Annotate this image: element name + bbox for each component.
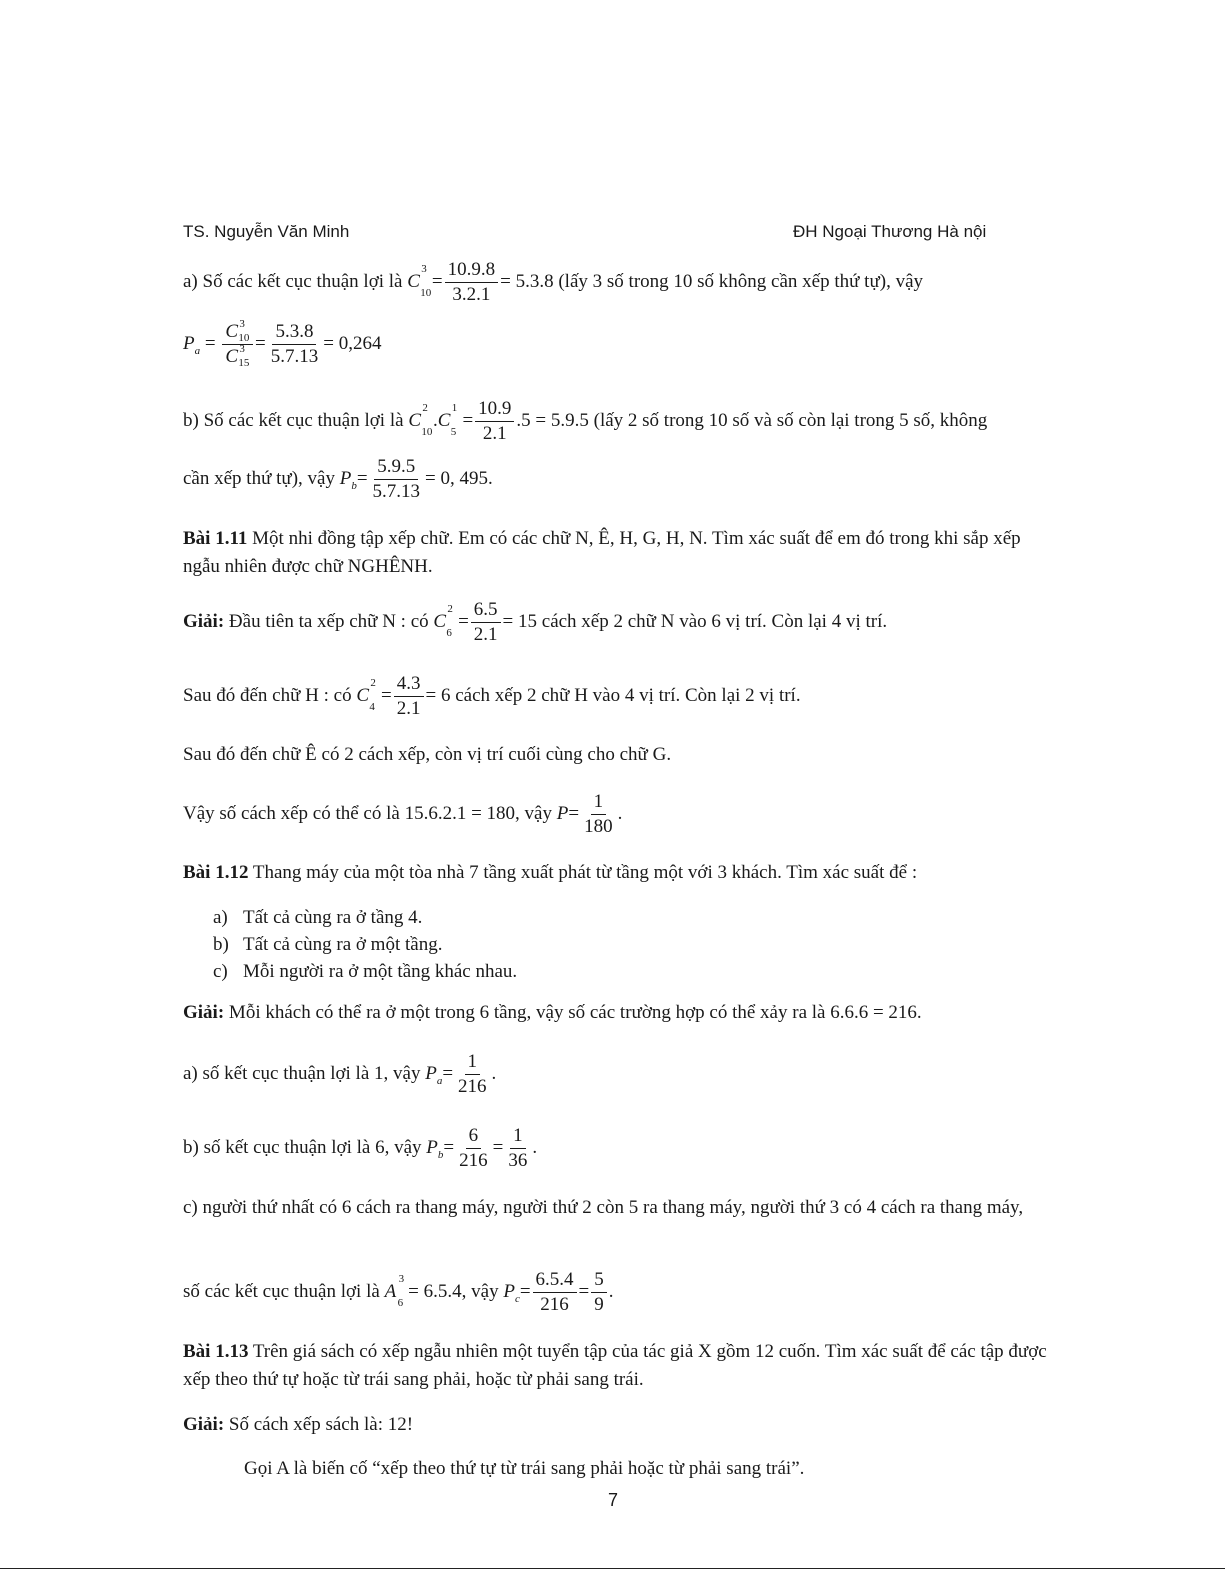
bottom-border <box>0 1568 1225 1569</box>
fraction: $\frac{6.5}{2.1}$ <box>471 598 501 647</box>
sec-a-text2: = 5.3.8 (lấy 3 số trong 10 số không cần xếp thứ tự), vậy <box>500 270 924 292</box>
bai-111-statement: Bài 1.11 Một nhi đồng tập xếp chữ. Em có các chữ N, Ê, H, G, H, N. Tìm xác suất để em đó trong khi sắp xếp ngẫu nhiên được chữ NGHÊNH. <box>183 528 1021 577</box>
giai-label: Giải: <box>183 610 225 632</box>
fraction: $\frac{1}{36}$ <box>508 1125 528 1171</box>
sec-a-line2: $P_a$ = C 3 10 C 3 15 = $\frac{5.3.8}{5.7.13}$ = 0,264 <box>183 318 382 369</box>
fraction: $\frac{5.9.5}{5.7.13}$ <box>372 456 421 502</box>
sec-b-line2: cần xếp thứ tự), vậy $P_b=$ $\frac{5.9.5}{5.7.13}$ = 0, 495. <box>183 456 493 502</box>
giai-label: Giải: <box>183 1414 225 1435</box>
prob-b: $P_b$ <box>339 467 357 492</box>
sec-b-result: = 0, 495. <box>425 467 493 489</box>
prob-a: $P_a$ <box>183 332 201 357</box>
fraction: C 3 10 C 3 15 <box>222 320 253 369</box>
sec-a-text1: a) Số các kết cục thuận lợi là <box>183 270 403 292</box>
fraction: $\frac{1}{216}$ <box>458 1051 487 1097</box>
sec-b-line1: b) Số các kết cục thuận lợi là C 2 10 .C 1 5 = $\frac{10.9}{2.1}$ .5 = 5.9.5 (lấy 2 số trong 10 số và số còn lại trong 5 số, không <box>183 398 988 444</box>
binom-c10-2: C 2 10 <box>408 401 433 438</box>
sec-b-text3: cần xếp thứ tự), vậy <box>183 467 335 489</box>
fraction: $\frac{1}{180}$ <box>584 791 613 837</box>
page-number: 7 <box>608 1490 619 1510</box>
bai-112-title: Bài 1.12 <box>183 862 249 883</box>
binom-c10-3: C 3 10 <box>407 262 432 299</box>
bai-112-b: b) số kết cục thuận lợi là 6, vậy $P_b=$ $\frac{6}{216}$ = $\frac{1}{36}$ . <box>183 1125 538 1171</box>
binom-c5-1: C 1 5 <box>437 401 458 438</box>
bai-111-step2: Sau đó đến chữ H : có C 2 4 = $\frac{4.3}{2.1}$ = 6 cách xếp 2 chữ H vào 4 vị trí. Còn lại 2 vị trí. <box>183 673 801 719</box>
bai-113-title: Bài 1.13 <box>183 1341 249 1362</box>
bai-113-giai: Giải: Số cách xếp sách là: 12! <box>183 1414 414 1435</box>
bai-111-title: Bài 1.11 <box>183 528 248 549</box>
sec-b-text1: b) Số các kết cục thuận lợi là <box>183 409 404 431</box>
list-item: c) Mỗi người ra ở một tầng khác nhau. <box>213 961 518 982</box>
bai-112-c2: số các kết cục thuận lợi là A 3 6 = 6.5.4, vậy $P_c=$ $\frac{6.5.4}{216}$ = $\frac{5}{9}$ . <box>183 1269 614 1315</box>
sec-b-text2: .5 = 5.9.5 (lấy 2 số trong 10 số và số còn lại trong 5 số, không <box>516 409 988 431</box>
fraction: $\frac{5.3.8}{5.7.13}$ <box>270 321 319 367</box>
fraction: $\frac{10.9.8}{3.2.1}$ <box>445 258 499 307</box>
bai-112-list <box>213 904 517 985</box>
sec-a-result: = 0,264 <box>323 332 382 354</box>
fraction: $\frac{4.3}{2.1}$ <box>394 672 424 721</box>
bai-113-step: Gọi A là biến cố “xếp theo thứ tự từ trái sang phải hoặc từ phải sang trái”. <box>244 1458 805 1479</box>
fraction: $\frac{10.9}{2.1}$ <box>475 397 514 446</box>
bai-111-step3: Sau đó đến chữ Ê có 2 cách xếp, còn vị trí cuối cùng cho chữ G. <box>183 744 672 765</box>
fraction: $\frac{6.5.4}{216}$ <box>533 1268 577 1317</box>
giai-label: Giải: <box>183 1002 225 1023</box>
fraction: $\frac{5}{9}$ <box>591 1268 607 1317</box>
bai-112-c: c) người thứ nhất có 6 cách ra thang máy, người thứ 2 còn 5 ra thang máy, người thứ 3 có 4 cách ra thang máy, <box>183 1197 1024 1218</box>
fraction: $\frac{6}{216}$ <box>459 1125 488 1171</box>
bai-112-a: a) số kết cục thuận lợi là 1, vậy $P_a=$ $\frac{1}{216}$ . <box>183 1051 497 1097</box>
sec-a-line1: a) Số các kết cục thuận lợi là C 3 10 = $\frac{10.9.8}{3.2.1}$ = 5.3.8 (lấy 3 số trong 10 số không cần xếp thứ tự), vậy <box>183 259 924 305</box>
bai-112-giai: Giải: Mỗi khách có thể ra ở một trong 6 tầng, vậy số các trường hợp có thể xảy ra là 6.6.6 = 216. <box>183 1002 922 1023</box>
bai-111-step4: Vậy số cách xếp có thể có là 15.6.2.1 = 180, vậy P= $\frac{1}{180}$ . <box>183 791 623 837</box>
header-university: ĐH Ngoại Thương Hà nội <box>793 222 987 241</box>
list-item: a) Tất cả cùng ra ở tầng 4. <box>213 907 423 928</box>
list-item: b) Tất cả cùng ra ở một tầng. <box>213 934 443 955</box>
header-author: TS. Nguyễn Văn Minh <box>183 222 350 241</box>
bai-112-statement: Bài 1.12 Thang máy của một tòa nhà 7 tầng xuất phát từ tầng một với 3 khách. Tìm xác suất để : <box>183 862 918 883</box>
bai-113-statement: Bài 1.13 Trên giá sách có xếp ngẫu nhiên một tuyển tập của tác giả X gồm 12 cuốn. Tìm xác suất để các tập được xếp theo thứ tự hoặc từ trái sang phải, hoặc từ phải sang trái. <box>183 1341 1047 1390</box>
bai-111-step1: Giải: Đầu tiên ta xếp chữ N : có C 2 6 = $\frac{6.5}{2.1}$ = 15 cách xếp 2 chữ N vào 6 vị trí. Còn lại 4 vị trí. <box>183 599 888 645</box>
